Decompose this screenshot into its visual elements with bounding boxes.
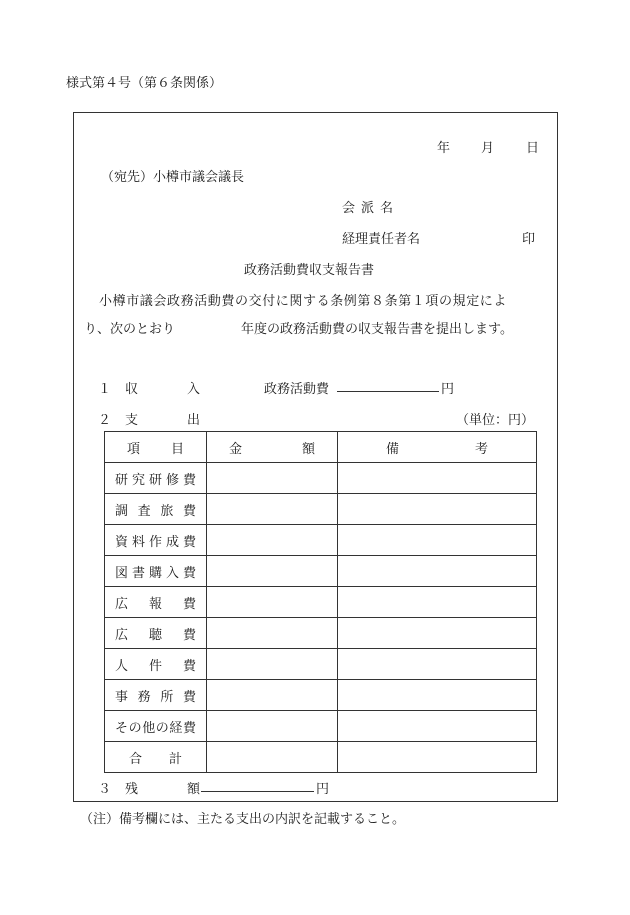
income-section-number: １ xyxy=(98,382,112,397)
expense-notes-cell[interactable] xyxy=(338,649,537,680)
expense-notes-cell[interactable] xyxy=(338,587,537,618)
balance-amount-blank[interactable] xyxy=(201,791,314,792)
accountant-name-label: 経理責任者名 xyxy=(342,232,421,247)
expense-notes-cell[interactable] xyxy=(338,556,537,587)
expense-amount-cell[interactable] xyxy=(207,649,338,680)
expense-amount-cell[interactable] xyxy=(207,463,338,494)
expense-item-label: 広聴費 xyxy=(105,618,207,649)
document-title: 政務活動費収支報告書 xyxy=(244,263,375,278)
expense-notes-cell[interactable] xyxy=(338,494,537,525)
body-text-line-1: 小樽市議会政務活動費の交付に関する条例第８条第１項の規定によ xyxy=(99,294,508,309)
expense-amount-cell[interactable] xyxy=(207,680,338,711)
balance-label-part-1: 残 xyxy=(125,782,139,797)
date-year-label: 年 xyxy=(437,141,451,156)
balance-unit: 円 xyxy=(316,782,330,797)
income-label-part-1: 収 xyxy=(125,382,139,397)
table-row xyxy=(105,525,537,556)
table-row xyxy=(105,494,537,525)
table-row xyxy=(105,742,537,773)
addressee: （宛先）小樽市議会議長 xyxy=(101,170,245,185)
body-text-line-2a: り、次のとおり xyxy=(84,322,176,337)
expense-item-label: 研究研修費 xyxy=(105,463,207,494)
expense-item-label: 資料作成費 xyxy=(105,525,207,556)
table-row xyxy=(105,463,537,494)
expense-notes-cell[interactable] xyxy=(338,680,537,711)
faction-name-label: 会派名 xyxy=(342,201,400,216)
footnote: （注）備考欄には、主たる支出の内訳を記載すること。 xyxy=(80,812,406,827)
balance-label-part-2: 額 xyxy=(187,782,201,797)
expenditure-unit-note: （単位：円） xyxy=(456,413,535,428)
expense-item-label: 調査旅費 xyxy=(105,494,207,525)
expense-item-label: 合計 xyxy=(105,742,207,773)
income-label-part-2: 入 xyxy=(187,382,201,397)
expense-notes-cell[interactable] xyxy=(338,711,537,742)
expense-notes-cell[interactable] xyxy=(338,618,537,649)
body-text-line-2b: 年度の政務活動費の収支報告書を提出します。 xyxy=(241,322,513,337)
seal-mark: 印 xyxy=(522,232,536,247)
table-row xyxy=(105,711,537,742)
expense-item-label: 広報費 xyxy=(105,587,207,618)
expense-amount-cell[interactable] xyxy=(207,711,338,742)
date-day-label: 日 xyxy=(526,141,540,156)
expense-item-label: 事務所費 xyxy=(105,680,207,711)
table-row xyxy=(105,649,537,680)
expense-amount-cell[interactable] xyxy=(207,618,338,649)
expenditure-section-number: ２ xyxy=(98,413,112,428)
date-month-label: 月 xyxy=(481,141,495,156)
expense-item-label: その他の経費 xyxy=(105,711,207,742)
expenditure-label-part-1: 支 xyxy=(125,413,139,428)
table-row xyxy=(105,680,537,711)
header-notes: 備考 xyxy=(338,432,537,463)
expense-amount-cell[interactable] xyxy=(207,587,338,618)
expenditure-label-part-2: 出 xyxy=(187,413,201,428)
expense-amount-cell[interactable] xyxy=(207,742,338,773)
income-unit: 円 xyxy=(441,382,455,397)
balance-section-number: ３ xyxy=(98,782,112,797)
header-amount: 金額 xyxy=(207,432,338,463)
expense-amount-cell[interactable] xyxy=(207,494,338,525)
expense-notes-cell[interactable] xyxy=(338,525,537,556)
header-item: 項目 xyxy=(105,432,207,463)
expense-notes-cell[interactable] xyxy=(338,742,537,773)
income-amount-blank[interactable] xyxy=(337,391,439,392)
expense-amount-cell[interactable] xyxy=(207,525,338,556)
table-row xyxy=(105,587,537,618)
expense-item-label: 人件費 xyxy=(105,649,207,680)
form-number-label: 様式第４号（第６条関係） xyxy=(66,76,223,91)
table-row xyxy=(105,556,537,587)
income-item-label: 政務活動費 xyxy=(264,382,330,397)
expense-amount-cell[interactable] xyxy=(207,556,338,587)
table-header-row xyxy=(105,432,537,463)
expense-notes-cell[interactable] xyxy=(338,463,537,494)
expense-item-label: 図書購入費 xyxy=(105,556,207,587)
table-row xyxy=(105,618,537,649)
expenditure-table xyxy=(104,431,537,773)
